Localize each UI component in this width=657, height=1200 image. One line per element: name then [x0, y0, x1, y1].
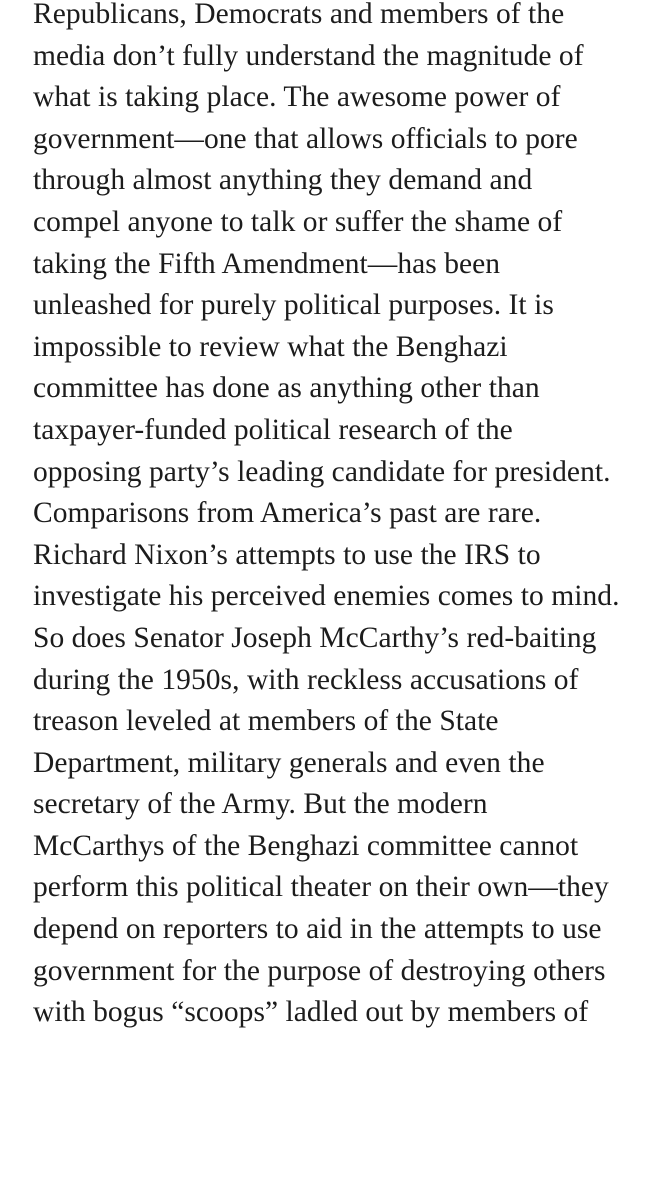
- text-line: depend on reporters to aid in the attempts to use: [33, 913, 602, 946]
- text-line: during the 1950s, with reckless accusations of: [33, 663, 579, 696]
- text-line: Comparisons from America’s past are rare.: [33, 497, 542, 530]
- text-line: So does Senator Joseph McCarthy’s red-baiting: [33, 621, 597, 654]
- text-line: with bogus “scoops” ladled out by members of: [33, 996, 589, 1029]
- text-line: taxpayer-funded political research of the: [33, 413, 513, 446]
- text-line: government—one that allows officials to pore: [33, 122, 578, 155]
- text-line: Department, military generals and even the: [33, 746, 545, 779]
- text-line: secretary of the Army. But the modern: [33, 788, 488, 821]
- text-line: through almost anything they demand and: [33, 164, 533, 197]
- text-line: McCarthys of the Benghazi committee cannot: [33, 829, 579, 862]
- text-line: Republicans, Democrats and members of the: [33, 0, 565, 30]
- text-line: what is taking place. The awesome power of: [33, 81, 561, 114]
- text-line: impossible to review what the Benghazi: [33, 330, 508, 363]
- text-line: government for the purpose of destroying others: [33, 954, 606, 987]
- text-line: media don’t fully understand the magnitude of: [33, 39, 584, 72]
- text-line: treason leveled at members of the State: [33, 705, 499, 738]
- text-line: Richard Nixon’s attempts to use the IRS to: [33, 538, 541, 571]
- text-line: compel anyone to talk or suffer the shame of: [33, 205, 563, 238]
- text-line: perform this political theater on their own—they: [33, 871, 609, 904]
- text-line: opposing party’s leading candidate for president.: [33, 455, 611, 488]
- text-line: committee has done as anything other than: [33, 372, 540, 405]
- text-line: investigate his perceived enemies comes to mind.: [33, 580, 620, 613]
- text-line: unleashed for purely political purposes. It is: [33, 289, 554, 322]
- article-body: [33, 0, 653, 1034]
- text-line: taking the Fifth Amendment—has been: [33, 247, 501, 280]
